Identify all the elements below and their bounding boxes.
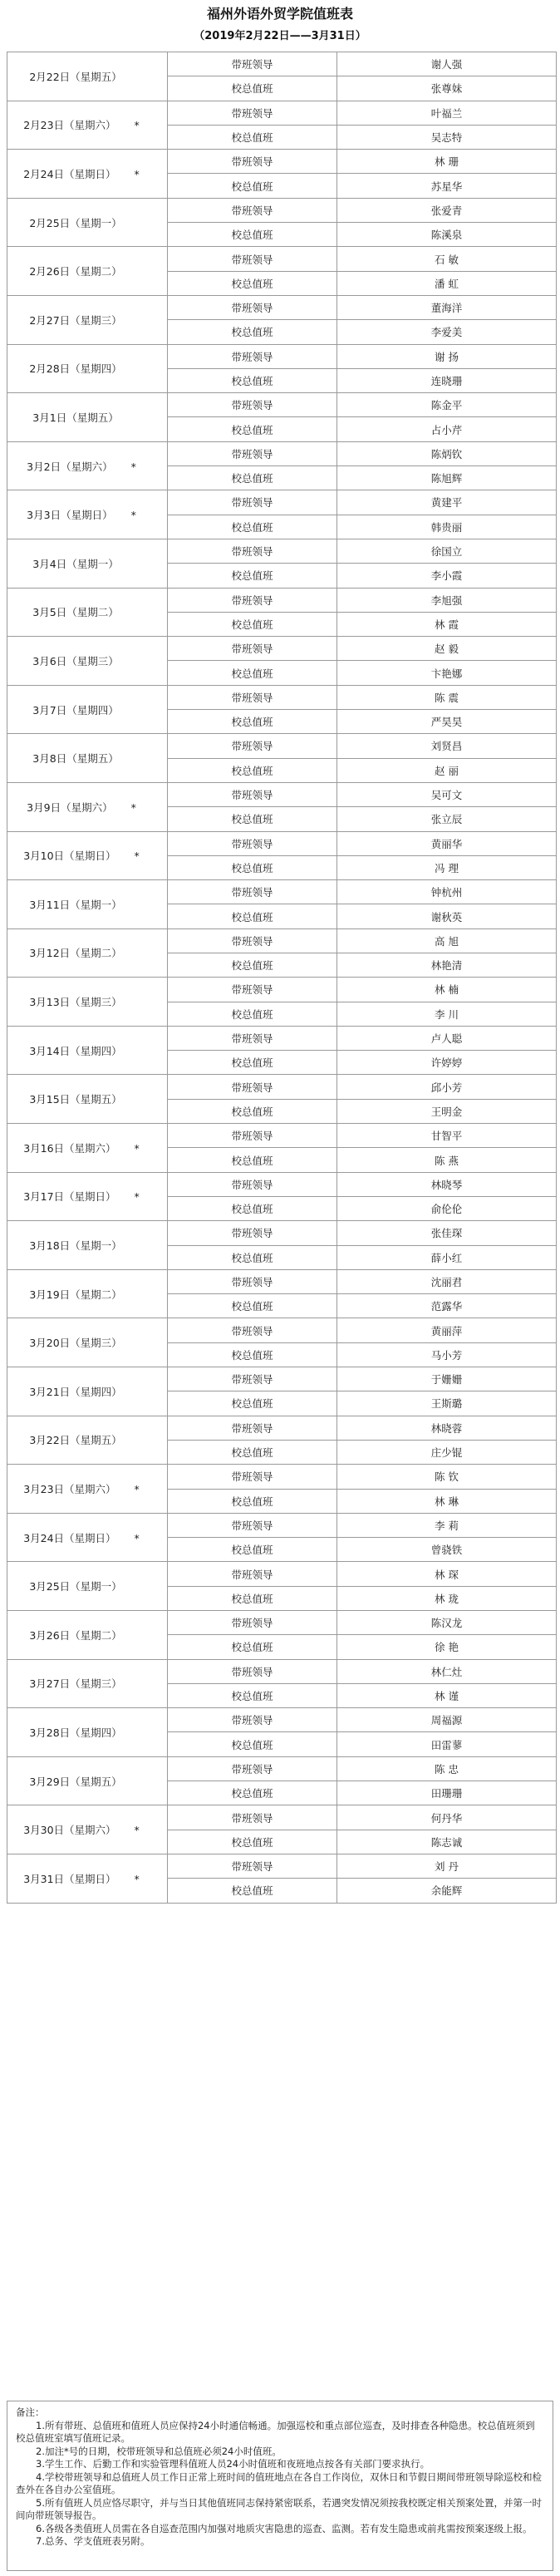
role-campus-label: 校总值班 (168, 1294, 337, 1318)
lead-name: 黄建平 (337, 490, 557, 515)
duty-date-cell (7, 1318, 168, 1367)
duty-date: 3月4日（星期一） (32, 557, 119, 570)
role-lead-label: 带班领导 (168, 1026, 337, 1050)
role-campus-label: 校总值班 (168, 612, 337, 636)
duty-date-cell (7, 588, 168, 637)
duty-row-lead (7, 978, 557, 1002)
campus-duty-name: 林 琳 (337, 1489, 557, 1513)
campus-duty-name: 田珊珊 (337, 1781, 557, 1805)
campus-duty-name: 王斯璐 (337, 1391, 557, 1416)
note-item: 1.所有带班、总值班和值班人员应保持24小时通信畅通。加强巡校和重点部位巡查，及时排查各种隐患。校总值班须到校总值班室填写值班记录。 (16, 2419, 535, 2444)
duty-date: 2月26日（星期二） (29, 265, 122, 278)
duty-row-lead (7, 393, 557, 417)
duty-date: 3月17日（星期日） (23, 1190, 116, 1204)
role-campus-label: 校总值班 (168, 368, 337, 392)
role-campus-label: 校总值班 (168, 320, 337, 344)
duty-row-lead (7, 539, 557, 563)
note-item: 3.学生工作、后勤工作和实验管理科值班人员24小时值班和夜班地点按各有关部门要求执行。 (36, 2458, 430, 2470)
role-campus-label: 校总值班 (168, 1781, 337, 1805)
role-lead-label: 带班领导 (168, 1318, 337, 1342)
role-campus-label: 校总值班 (168, 1683, 337, 1707)
role-campus-label: 校总值班 (168, 1391, 337, 1416)
lead-name: 林 珊 (337, 150, 557, 174)
role-campus-label: 校总值班 (168, 1342, 337, 1367)
duty-table (7, 52, 557, 1904)
campus-duty-name: 俞伦伦 (337, 1196, 557, 1220)
role-lead-label: 带班领导 (168, 1221, 337, 1245)
duty-row-lead (7, 295, 557, 319)
lead-name: 周福源 (337, 1708, 557, 1732)
duty-date: 2月23日（星期六） (23, 119, 116, 132)
role-campus-label: 校总值班 (168, 223, 337, 247)
duty-date-cell (7, 1124, 168, 1173)
role-lead-label: 带班领导 (168, 637, 337, 661)
duty-date: 3月29日（星期五） (29, 1775, 122, 1788)
role-campus-label: 校总值班 (168, 1148, 337, 1172)
duty-date-cell (7, 1416, 168, 1465)
lead-name: 陈 震 (337, 685, 557, 709)
campus-duty-name: 韩贵丽 (337, 515, 557, 539)
full-day-duty-marker: * (134, 1824, 140, 1837)
duty-row-lead (7, 1026, 557, 1050)
duty-row-lead (7, 150, 557, 174)
role-campus-label: 校总值班 (168, 855, 337, 879)
duty-date: 3月16日（星期六） (23, 1141, 116, 1155)
lead-name: 刘 丹 (337, 1854, 557, 1878)
role-lead-label: 带班领导 (168, 1367, 337, 1391)
lead-name: 陈汉龙 (337, 1611, 557, 1635)
duty-row-lead (7, 782, 557, 806)
campus-duty-name: 马小芳 (337, 1342, 557, 1367)
role-lead-label: 带班领导 (168, 588, 337, 612)
duty-row-lead (7, 1172, 557, 1196)
lead-name: 于姗姗 (337, 1367, 557, 1391)
campus-duty-name: 李 川 (337, 1002, 557, 1026)
duty-date-cell (7, 247, 168, 296)
role-lead-label: 带班领导 (168, 539, 337, 563)
campus-duty-name: 潘 虹 (337, 271, 557, 295)
role-campus-label: 校总值班 (168, 1732, 337, 1756)
role-lead-label: 带班领导 (168, 1611, 337, 1635)
duty-date: 3月12日（星期二） (29, 947, 122, 960)
role-campus-label: 校总值班 (168, 1830, 337, 1854)
duty-date: 2月25日（星期一） (29, 216, 122, 229)
duty-date: 3月15日（星期五） (29, 1093, 122, 1106)
lead-name: 叶福兰 (337, 101, 557, 125)
duty-date: 3月7日（星期四） (32, 703, 119, 717)
role-campus-label: 校总值班 (168, 76, 337, 101)
campus-duty-name: 李小霞 (337, 564, 557, 588)
duty-date: 3月24日（星期日） (23, 1531, 116, 1544)
duty-date-cell (7, 1562, 168, 1611)
duty-date-cell (7, 1465, 168, 1514)
duty-date-cell (7, 928, 168, 978)
duty-date: 3月9日（星期六） (27, 800, 113, 814)
duty-date: 3月8日（星期五） (32, 752, 119, 766)
lead-name: 谢 扬 (337, 344, 557, 368)
lead-name: 林晓蓉 (337, 1416, 557, 1440)
role-lead-label: 带班领导 (168, 1562, 337, 1586)
role-lead-label: 带班领导 (168, 441, 337, 465)
lead-name: 张佳琛 (337, 1221, 557, 1245)
lead-name: 林晓琴 (337, 1172, 557, 1196)
role-lead-label: 带班领导 (168, 831, 337, 855)
lead-name: 甘智平 (337, 1124, 557, 1148)
campus-duty-name: 谢秋英 (337, 904, 557, 928)
role-lead-label: 带班领导 (168, 150, 337, 174)
role-campus-label: 校总值班 (168, 1489, 337, 1513)
duty-date-cell (7, 1854, 168, 1903)
duty-date: 3月21日（星期四） (29, 1385, 122, 1398)
role-campus-label: 校总值班 (168, 1196, 337, 1220)
duty-date: 3月13日（星期三） (29, 996, 122, 1009)
duty-date: 3月19日（星期二） (29, 1288, 122, 1301)
duty-row-lead (7, 247, 557, 271)
notes-box (7, 2401, 553, 2571)
full-day-duty-marker: * (134, 850, 140, 863)
lead-name: 沈丽君 (337, 1269, 557, 1293)
lead-name: 林 楠 (337, 978, 557, 1002)
note-item: 2.加注*号的日期，校带班领导和总值班必须24小时值班。 (36, 2445, 282, 2457)
duty-row-lead (7, 1318, 557, 1342)
duty-row-lead (7, 1465, 557, 1489)
duty-row-lead (7, 1659, 557, 1683)
campus-duty-name: 许婷婷 (337, 1051, 557, 1075)
role-lead-label: 带班领导 (168, 734, 337, 758)
lead-name: 吴可文 (337, 782, 557, 806)
lead-name: 徐国立 (337, 539, 557, 563)
campus-duty-name: 林 珑 (337, 1586, 557, 1610)
full-day-duty-marker: * (134, 119, 140, 132)
campus-duty-name: 田雷蓼 (337, 1732, 557, 1756)
lead-name: 陈 忠 (337, 1756, 557, 1781)
duty-date: 2月27日（星期三） (29, 313, 122, 327)
lead-name: 石 敏 (337, 247, 557, 271)
role-lead-label: 带班领导 (168, 782, 337, 806)
role-campus-label: 校总值班 (168, 1245, 337, 1269)
lead-name: 黄丽萍 (337, 1318, 557, 1342)
campus-duty-name: 范露华 (337, 1294, 557, 1318)
campus-duty-name: 陈旭辉 (337, 466, 557, 490)
duty-row-lead (7, 1611, 557, 1635)
role-lead-label: 带班领导 (168, 978, 337, 1002)
campus-duty-name: 严昊昊 (337, 710, 557, 734)
lead-name: 邱小芳 (337, 1075, 557, 1099)
duty-row-lead (7, 1756, 557, 1781)
duty-row-lead (7, 198, 557, 222)
campus-duty-name: 林 霞 (337, 612, 557, 636)
duty-date-cell (7, 1513, 168, 1562)
duty-date-cell (7, 1805, 168, 1854)
duty-row-lead (7, 880, 557, 904)
campus-duty-name: 陈 燕 (337, 1148, 557, 1172)
duty-row-lead (7, 637, 557, 661)
duty-date-cell (7, 1611, 168, 1660)
duty-row-lead (7, 1562, 557, 1586)
lead-name: 刘贤昌 (337, 734, 557, 758)
role-campus-label: 校总值班 (168, 1002, 337, 1026)
duty-date-cell (7, 490, 168, 539)
role-lead-label: 带班领导 (168, 1513, 337, 1537)
duty-date-cell (7, 1075, 168, 1124)
duty-date-cell (7, 150, 168, 199)
campus-duty-name: 李爱美 (337, 320, 557, 344)
role-campus-label: 校总值班 (168, 904, 337, 928)
role-lead-label: 带班领导 (168, 344, 337, 368)
campus-duty-name: 林艳清 (337, 953, 557, 977)
full-day-duty-marker: * (134, 1483, 140, 1496)
duty-date: 3月25日（星期一） (29, 1580, 122, 1593)
duty-date-cell (7, 685, 168, 734)
duty-row-lead (7, 588, 557, 612)
role-lead-label: 带班领导 (168, 247, 337, 271)
duty-date: 2月28日（星期四） (29, 362, 122, 376)
lead-name: 林 琛 (337, 1562, 557, 1586)
full-day-duty-marker: * (130, 460, 136, 473)
note-item: 6.各级各类值班人员需在各自巡查范围内加强对地质灾害隐患的巡查、监测。若有发生隐患或前兆需按预案逐级上报。 (36, 2522, 533, 2534)
campus-duty-name: 卞艳娜 (337, 661, 557, 685)
role-campus-label: 校总值班 (168, 661, 337, 685)
full-day-duty-marker: * (134, 1190, 140, 1204)
duty-date-cell (7, 344, 168, 393)
role-campus-label: 校总值班 (168, 1538, 337, 1562)
campus-duty-name: 曾骁铁 (337, 1538, 557, 1562)
campus-duty-name: 徐 艳 (337, 1635, 557, 1659)
duty-row-lead (7, 1269, 557, 1293)
role-lead-label: 带班领导 (168, 295, 337, 319)
duty-date-cell (7, 101, 168, 150)
full-day-duty-marker: * (134, 1141, 140, 1155)
lead-name: 陈 钦 (337, 1465, 557, 1489)
campus-duty-name: 陈志诚 (337, 1830, 557, 1854)
lead-name: 董海洋 (337, 295, 557, 319)
duty-row-lead (7, 52, 557, 76)
duty-row-lead (7, 441, 557, 465)
duty-date-cell (7, 880, 168, 929)
duty-date-cell (7, 1026, 168, 1075)
lead-name: 黄丽华 (337, 831, 557, 855)
duty-date-cell (7, 637, 168, 686)
lead-name: 赵 毅 (337, 637, 557, 661)
role-campus-label: 校总值班 (168, 1099, 337, 1123)
duty-date-cell (7, 1269, 168, 1318)
role-campus-label: 校总值班 (168, 1586, 337, 1610)
page-title: 福州外语外贸学院值班表 (206, 6, 353, 22)
duty-row-lead (7, 831, 557, 855)
duty-date-cell (7, 393, 168, 442)
campus-duty-name: 连晓珊 (337, 368, 557, 392)
campus-duty-name: 薛小红 (337, 1245, 557, 1269)
role-lead-label: 带班领导 (168, 1659, 337, 1683)
full-day-duty-marker: * (134, 167, 140, 180)
duty-date: 3月30日（星期六） (23, 1824, 116, 1837)
full-day-duty-marker: * (130, 509, 136, 522)
duty-date: 3月3日（星期日） (27, 509, 113, 522)
duty-date: 3月20日（星期三） (29, 1337, 122, 1350)
role-campus-label: 校总值班 (168, 1440, 337, 1464)
duty-row-lead (7, 1075, 557, 1099)
campus-duty-name: 庄少锟 (337, 1440, 557, 1464)
lead-name: 张爱青 (337, 198, 557, 222)
duty-date: 3月31日（星期日） (23, 1872, 116, 1885)
role-lead-label: 带班领导 (168, 101, 337, 125)
notes-heading: 备注： (16, 2406, 45, 2418)
duty-date: 3月28日（星期四） (29, 1726, 122, 1739)
campus-duty-name: 张立辰 (337, 807, 557, 831)
role-lead-label: 带班领导 (168, 198, 337, 222)
duty-row-lead (7, 1513, 557, 1537)
role-lead-label: 带班领导 (168, 1075, 337, 1099)
role-lead-label: 带班领导 (168, 1124, 337, 1148)
duty-date-cell (7, 831, 168, 880)
duty-row-lead (7, 1367, 557, 1391)
duty-date: 2月22日（星期五） (29, 70, 122, 83)
role-campus-label: 校总值班 (168, 417, 337, 441)
lead-name: 钟杭州 (337, 880, 557, 904)
role-lead-label: 带班领导 (168, 1416, 337, 1440)
campus-duty-name: 陈溪泉 (337, 223, 557, 247)
full-day-duty-marker: * (130, 800, 136, 814)
lead-name: 陈金平 (337, 393, 557, 417)
campus-duty-name: 余能辉 (337, 1879, 557, 1903)
role-lead-label: 带班领导 (168, 1172, 337, 1196)
duty-date-cell (7, 1659, 168, 1708)
duty-row-lead (7, 344, 557, 368)
role-campus-label: 校总值班 (168, 807, 337, 831)
lead-name: 卢人聪 (337, 1026, 557, 1050)
role-lead-label: 带班领导 (168, 52, 337, 76)
duty-date: 3月18日（星期一） (29, 1239, 122, 1253)
duty-date-cell (7, 441, 168, 490)
duty-date: 3月5日（星期二） (32, 606, 119, 619)
duty-date-cell (7, 198, 168, 247)
role-campus-label: 校总值班 (168, 1879, 337, 1903)
duty-date-cell (7, 1367, 168, 1416)
role-campus-label: 校总值班 (168, 1635, 337, 1659)
duty-row-lead (7, 490, 557, 515)
role-lead-label: 带班领导 (168, 1269, 337, 1293)
campus-duty-name: 林 谨 (337, 1683, 557, 1707)
duty-date-cell (7, 295, 168, 344)
role-lead-label: 带班领导 (168, 685, 337, 709)
lead-name: 谢人强 (337, 52, 557, 76)
duty-date-cell (7, 52, 168, 101)
lead-name: 林仁灶 (337, 1659, 557, 1683)
duty-date-cell (7, 1172, 168, 1221)
campus-duty-name: 吴志特 (337, 125, 557, 149)
duty-date: 3月10日（星期日） (23, 850, 116, 863)
duty-date-cell (7, 978, 168, 1027)
campus-duty-name: 苏星华 (337, 174, 557, 198)
duty-date: 3月14日（星期四） (29, 1044, 122, 1057)
duty-date-cell (7, 1756, 168, 1805)
full-day-duty-marker: * (134, 1531, 140, 1544)
role-lead-label: 带班领导 (168, 1854, 337, 1878)
note-item: 5.所有值班人员应恪尽职守，并与当日其他值班同志保持紧密联系，若遇突发情况须按我校既定相关预案处置，并第一时间向带班领导报告。 (16, 2496, 542, 2521)
lead-name: 何丹华 (337, 1805, 557, 1830)
duty-date: 3月11日（星期一） (29, 898, 122, 911)
campus-duty-name: 冯 理 (337, 855, 557, 879)
role-campus-label: 校总值班 (168, 564, 337, 588)
duty-date: 3月2日（星期六） (27, 460, 113, 473)
role-campus-label: 校总值班 (168, 125, 337, 149)
duty-date: 3月22日（星期五） (29, 1434, 122, 1447)
duty-row-lead (7, 1854, 557, 1878)
role-campus-label: 校总值班 (168, 1051, 337, 1075)
role-lead-label: 带班领导 (168, 1805, 337, 1830)
lead-name: 李旭强 (337, 588, 557, 612)
role-lead-label: 带班领导 (168, 393, 337, 417)
role-campus-label: 校总值班 (168, 758, 337, 782)
duty-row-lead (7, 101, 557, 125)
role-campus-label: 校总值班 (168, 953, 337, 977)
role-lead-label: 带班领导 (168, 1708, 337, 1732)
duty-date: 3月23日（星期六） (23, 1483, 116, 1496)
role-lead-label: 带班领导 (168, 928, 337, 953)
role-campus-label: 校总值班 (168, 466, 337, 490)
campus-duty-name: 赵 丽 (337, 758, 557, 782)
role-lead-label: 带班领导 (168, 1756, 337, 1781)
note-item: 7.总务、学支值班表另附。 (36, 2535, 150, 2547)
role-campus-label: 校总值班 (168, 515, 337, 539)
duty-date: 2月24日（星期日） (23, 167, 116, 180)
duty-date-cell (7, 1708, 168, 1757)
role-lead-label: 带班领导 (168, 1465, 337, 1489)
date-range-subtitle: （2019年2月22日——3月31日） (194, 30, 366, 42)
note-item: 4.学校带班领导和总值班人员工作日正常上班时间的值班地点在各自工作岗位，双休日和节假日期间带班领导除巡校和检查外在各自办公室值班。 (16, 2470, 542, 2495)
duty-row-lead (7, 734, 557, 758)
lead-name: 高 旭 (337, 928, 557, 953)
duty-date: 3月6日（星期三） (32, 654, 119, 667)
campus-duty-name: 张尊妹 (337, 76, 557, 101)
duty-date: 3月26日（星期二） (29, 1628, 122, 1642)
lead-name: 陈炳钦 (337, 441, 557, 465)
full-day-duty-marker: * (134, 1872, 140, 1885)
duty-row-lead (7, 685, 557, 709)
duty-row-lead (7, 928, 557, 953)
duty-date: 3月1日（星期五） (32, 411, 119, 424)
role-lead-label: 带班领导 (168, 490, 337, 515)
role-lead-label: 带班领导 (168, 880, 337, 904)
duty-date-cell (7, 782, 168, 831)
duty-date-cell (7, 734, 168, 783)
duty-row-lead (7, 1221, 557, 1245)
duty-row-lead (7, 1805, 557, 1830)
duty-date-cell (7, 539, 168, 588)
duty-date: 3月27日（星期三） (29, 1677, 122, 1691)
role-campus-label: 校总值班 (168, 271, 337, 295)
role-campus-label: 校总值班 (168, 174, 337, 198)
lead-name: 李 莉 (337, 1513, 557, 1537)
duty-row-lead (7, 1416, 557, 1440)
duty-row-lead (7, 1708, 557, 1732)
role-campus-label: 校总值班 (168, 710, 337, 734)
campus-duty-name: 占小芹 (337, 417, 557, 441)
duty-table-body (7, 52, 557, 1904)
duty-date-cell (7, 1221, 168, 1270)
campus-duty-name: 王明金 (337, 1099, 557, 1123)
duty-row-lead (7, 1124, 557, 1148)
